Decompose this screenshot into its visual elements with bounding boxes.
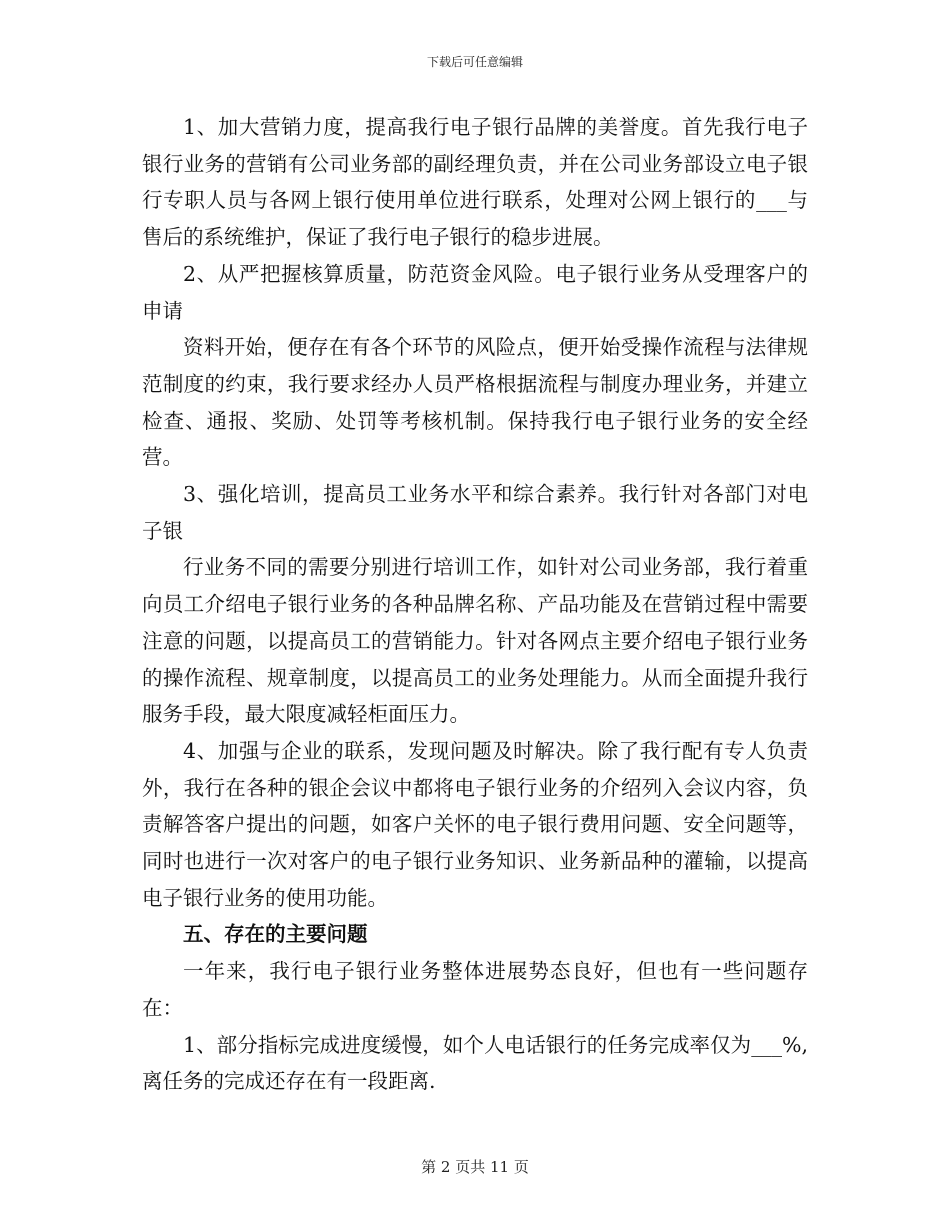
- page-footer: 第 2 页共 11 页: [421, 1158, 529, 1176]
- paragraph-marketing: 1、加大营销力度，提高我行电子银行品牌的美誉度。首先我行电子银行业务的营销有公司业务部的副经理负责，并在公司业务部设立电子银行专职人员与各网上银行使用单位进行联系，处理对公网上银行的___与售后的系统维护，保证了我行电子银行的稳步进展。: [142, 115, 808, 250]
- paragraph-risk-control: 资料开始，便存在有各个环节的风险点，便开始受操作流程与法律规范制度的约束，我行要求经办人员严格根据流程与制度办理业务，并建立检查、通报、奖励、处罚等考核机制。保持我行电子银行业务的安全经营。: [142, 335, 808, 470]
- page-header: 下载后可任意编辑: [426, 55, 523, 69]
- paragraph-enterprise-contact: 4、加强与企业的联系，发现问题及时解决。除了我行配有专人负责外，我行在各种的银企会议中都将电子银行业务的介绍列入会议内容，负责解答客户提出的问题，如客户关怀的电子银行费用问题、安全问题等，同时也进行一次对客户的电子银行业务知识、业务新品种的灌输，以提高电子银行业务的使用功能。: [142, 738, 808, 910]
- section-heading-main-problems: 五、存在的主要问题: [183, 922, 368, 947]
- paragraph-accounting-quality: 2、从严把握核算质量，防范资金风险。电子银行业务从受理客户的申请: [142, 261, 808, 323]
- paragraph-problems-intro: 一年来，我行电子银行业务整体进展势态良好，但也有一些问题存在：: [142, 959, 808, 1020]
- paragraph-problem-1: 1、部分指标完成进度缓慢，如个人电话银行的任务完成率仅为___%,离任务的完成还存在有一段距离.: [142, 1032, 808, 1094]
- paragraph-training: 3、强化培训，提高员工业务水平和综合素养。我行针对各部门对电子银: [142, 482, 808, 543]
- document-body: [142, 109, 808, 1100]
- paragraph-training-detail: 行业务不同的需要分别进行培训工作，如针对公司业务部，我行着重向员工介绍电子银行业务的各种品牌名称、产品功能及在营销过程中需要注意的问题，以提高员工的营销能力。针对各网点主要介绍电子银行业务的操作流程、规章制度，以提高员工的业务处理能力。从而全面提升我行服务手段，最大限度减轻柜面压力。: [142, 555, 808, 727]
